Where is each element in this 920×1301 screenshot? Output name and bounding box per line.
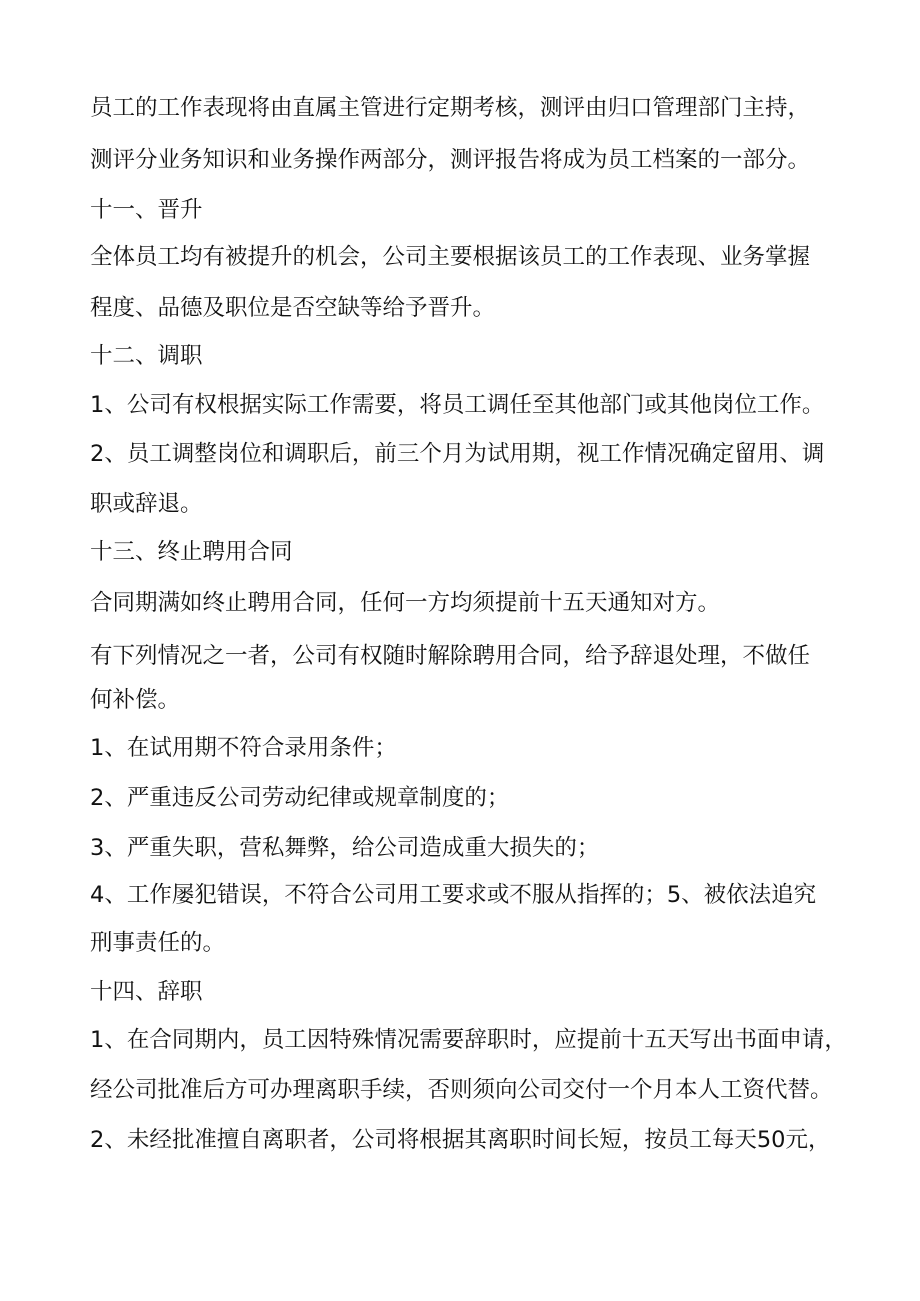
list-item-line: 职或辞退。 bbox=[90, 491, 203, 517]
body-text-line: 程度、品德及职位是否空缺等给予晋升。 bbox=[90, 295, 496, 321]
list-item-line: 2、严重违反公司劳动纪律或规章制度的； bbox=[90, 785, 510, 811]
section-heading: 十二、调职 bbox=[90, 343, 203, 369]
section-heading: 十三、终止聘用合同 bbox=[90, 539, 293, 565]
list-item-line: 3、严重失职，营私舞弊，给公司造成重大损失的； bbox=[90, 835, 600, 861]
section-heading: 十四、辞职 bbox=[90, 979, 203, 1005]
section-heading: 十一、晋升 bbox=[90, 197, 203, 223]
body-text-line: 全体员工均有被提升的机会，公司主要根据该员工的工作表现、业务掌握 bbox=[90, 244, 811, 270]
body-text-line: 何补偿。 bbox=[90, 687, 181, 713]
list-item-line: 经公司批准后方可办理离职手续，否则须向公司交付一个月本人工资代替。 bbox=[90, 1077, 833, 1103]
list-item-line: 2、未经批准擅自离职者，公司将根据其离职时间长短，按员工每天50元， bbox=[90, 1127, 831, 1153]
list-item-line: 2、员工调整岗位和调职后，前三个月为试用期，视工作情况确定留用、调 bbox=[90, 441, 825, 467]
list-item-line: 1、公司有权根据实际工作需要，将员工调任至其他部门或其他岗位工作。 bbox=[90, 392, 825, 418]
body-text-line: 员工的工作表现将由直属主管进行定期考核，测评由归口管理部门主持， bbox=[90, 95, 811, 121]
body-text-line: 测评分业务知识和业务操作两部分，测评报告将成为员工档案的一部分。 bbox=[90, 147, 811, 173]
list-item-line: 1、在试用期不符合录用条件； bbox=[90, 735, 397, 761]
body-text-line: 合同期满如终止聘用合同，任何一方均须提前十五天通知对方。 bbox=[90, 590, 721, 616]
list-item-line: 刑事责任的。 bbox=[90, 930, 226, 956]
body-text-line: 有下列情况之一者，公司有权随时解除聘用合同，给予辞退处理，不做任 bbox=[90, 643, 811, 669]
list-item-line: 1、在合同期内，员工因特殊情况需要辞职时，应提前十五天写出书面申请， bbox=[90, 1027, 847, 1053]
list-item-line: 4、工作屡犯错误，不符合公司用工要求或不服从指挥的；5、被依法追究 bbox=[90, 882, 817, 908]
